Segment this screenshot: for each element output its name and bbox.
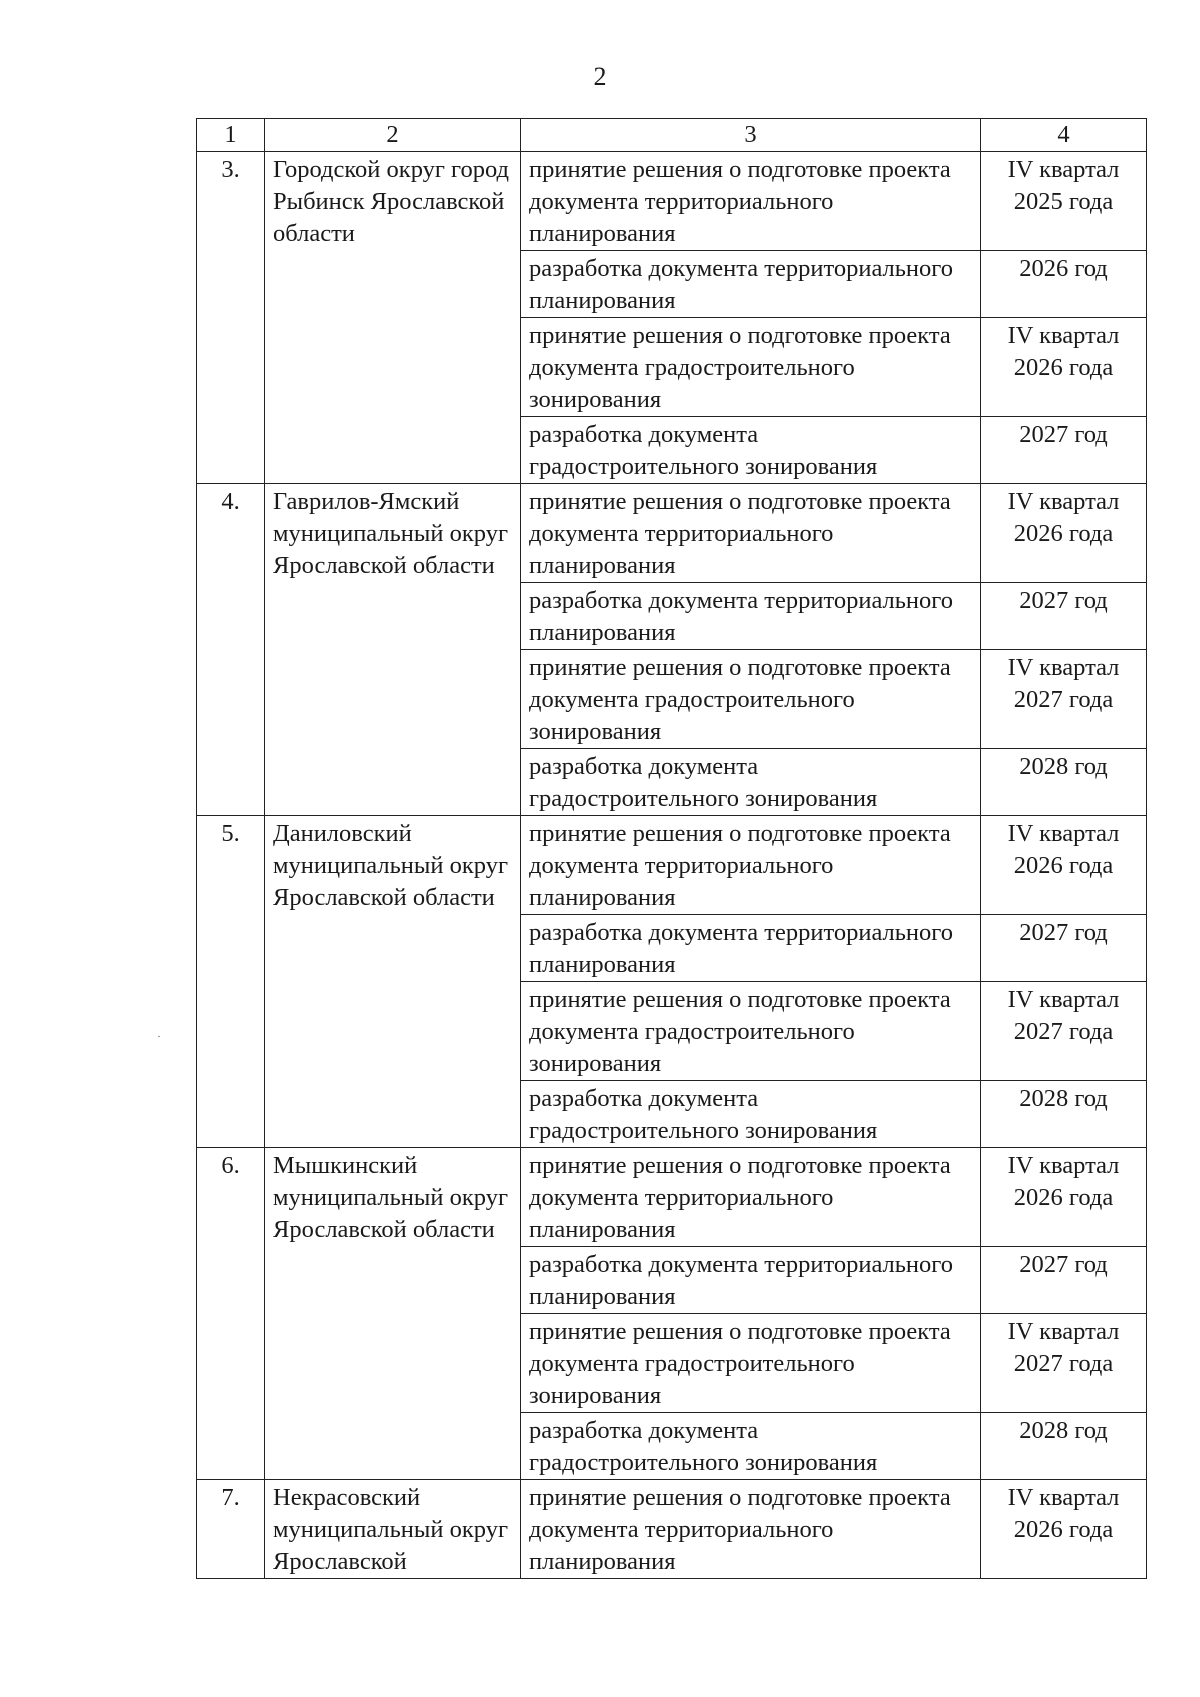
column-header-1: 1 — [197, 119, 265, 152]
column-number-row — [197, 119, 1147, 152]
action-cell: принятие решения о подготовке проекта документа территориального планирования — [521, 152, 981, 251]
table-row — [197, 484, 1147, 583]
column-header-4: 4 — [981, 119, 1147, 152]
item-number: 3. — [197, 152, 265, 484]
deadline-cell: 2027 год — [981, 583, 1147, 650]
deadline-cell: 2028 год — [981, 1081, 1147, 1148]
action-cell: принятие решения о подготовке проекта документа градостроительного зонирования — [521, 318, 981, 417]
page-number: 2 — [593, 62, 607, 91]
item-number: 6. — [197, 1148, 265, 1480]
item-number: 4. — [197, 484, 265, 816]
column-header-3: 3 — [521, 119, 981, 152]
deadline-cell: IV квартал 2027 года — [981, 650, 1147, 749]
municipality-name: Некрасовский муниципальный округ Ярославской — [265, 1480, 521, 1579]
action-cell: разработка документа территориального планирования — [521, 915, 981, 982]
deadline-cell: 2028 год — [981, 1413, 1147, 1480]
deadline-cell: IV квартал 2026 года — [981, 1148, 1147, 1247]
deadline-cell: IV квартал 2026 года — [981, 816, 1147, 915]
action-cell: принятие решения о подготовке проекта документа градостроительного зонирования — [521, 982, 981, 1081]
item-number: 5. — [197, 816, 265, 1148]
action-cell: принятие решения о подготовке проекта документа территориального планирования — [521, 1148, 981, 1247]
deadline-cell: IV квартал 2026 года — [981, 484, 1147, 583]
action-cell: разработка документа градостроительного зонирования — [521, 1081, 981, 1148]
action-cell: разработка документа градостроительного зонирования — [521, 749, 981, 816]
table-row — [197, 1148, 1147, 1247]
deadline-cell: IV квартал 2026 года — [981, 318, 1147, 417]
deadline-cell: IV квартал 2027 года — [981, 1314, 1147, 1413]
deadline-cell: IV квартал 2026 года — [981, 1480, 1147, 1579]
deadline-cell: 2027 год — [981, 417, 1147, 484]
deadline-cell: 2027 год — [981, 1247, 1147, 1314]
deadline-cell: 2028 год — [981, 749, 1147, 816]
scan-mark — [158, 1036, 160, 1037]
deadline-cell: 2026 год — [981, 251, 1147, 318]
municipality-name: Гаврилов-Ямский муниципальный округ Ярославской области — [265, 484, 521, 816]
action-cell: разработка документа градостроительного зонирования — [521, 417, 981, 484]
action-cell: принятие решения о подготовке проекта документа территориального планирования — [521, 484, 981, 583]
municipality-name: Даниловский муниципальный округ Ярославской области — [265, 816, 521, 1148]
table-row — [197, 152, 1147, 251]
item-number: 7. — [197, 1480, 265, 1579]
column-header-2: 2 — [265, 119, 521, 152]
action-cell: принятие решения о подготовке проекта документа территориального планирования — [521, 816, 981, 915]
schedule-table — [196, 118, 1147, 1579]
action-cell: разработка документа территориального планирования — [521, 251, 981, 318]
action-cell: разработка документа территориального планирования — [521, 583, 981, 650]
action-cell: принятие решения о подготовке проекта документа градостроительного зонирования — [521, 650, 981, 749]
action-cell: разработка документа территориального планирования — [521, 1247, 981, 1314]
action-cell: принятие решения о подготовке проекта документа территориального планирования — [521, 1480, 981, 1579]
municipality-name: Мышкинский муниципальный округ Ярославской области — [265, 1148, 521, 1480]
table-row — [197, 816, 1147, 915]
action-cell: разработка документа градостроительного зонирования — [521, 1413, 981, 1480]
deadline-cell: IV квартал 2027 года — [981, 982, 1147, 1081]
deadline-cell: IV квартал 2025 года — [981, 152, 1147, 251]
action-cell: принятие решения о подготовке проекта документа градостроительного зонирования — [521, 1314, 981, 1413]
municipality-name: Городской округ город Рыбинск Ярославской области — [265, 152, 521, 484]
deadline-cell: 2027 год — [981, 915, 1147, 982]
table-row — [197, 1480, 1147, 1579]
